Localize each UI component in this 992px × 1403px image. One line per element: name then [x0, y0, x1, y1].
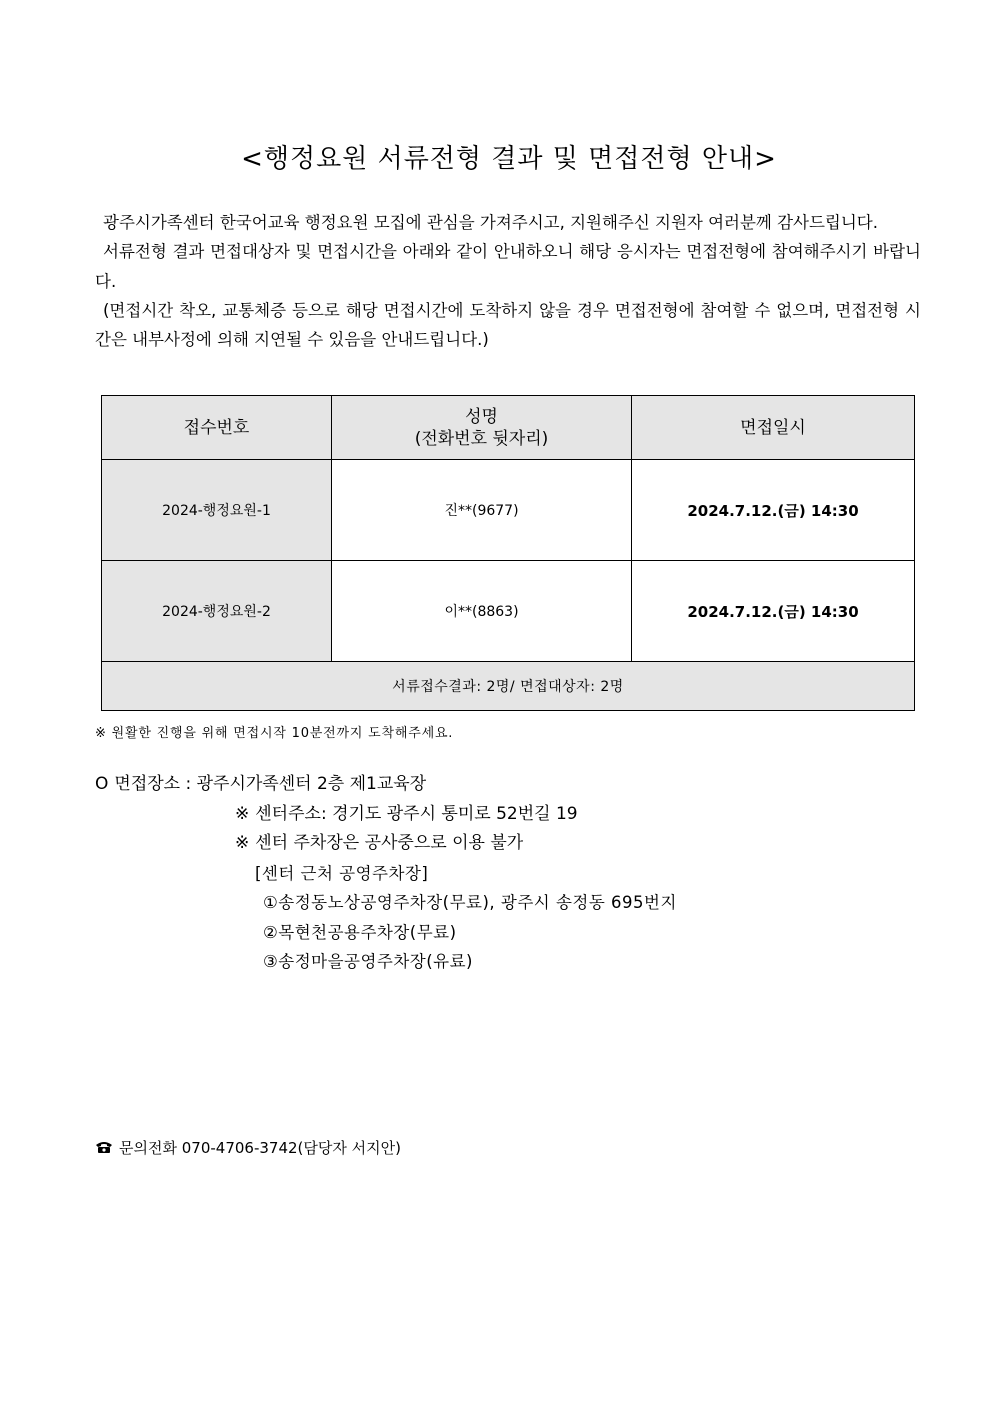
arrival-note: ※ 원활한 진행을 위해 면접시작 10분전까지 도착해주세요.	[95, 726, 454, 741]
header-name-line1: 성명	[465, 406, 498, 427]
header-datetime: 면접일시	[632, 396, 915, 460]
header-name-line2: (전화번호 뒷자리)	[414, 428, 549, 449]
cell-datetime: 2024.7.12.(금) 14:30	[632, 460, 915, 561]
venue-label: 면접장소 : 광주시가족센터 2층 제1교육장	[114, 774, 427, 794]
summary-cell: 서류접수결과: 2명/ 면접대상자: 2명	[102, 662, 915, 711]
parking-lot-item: ②목현천공용주차장(무료)	[263, 922, 457, 942]
cell-name: 진**(9677)	[332, 460, 632, 561]
table-row	[102, 561, 915, 662]
phone-icon	[95, 1139, 113, 1157]
cell-receipt-no: 2024-행정요원-2	[102, 561, 332, 662]
reference-mark-icon: ※	[235, 803, 250, 824]
venue-section	[95, 770, 677, 977]
parking-lot-item: ①송정동노상공영주차장(무료), 광주시 송정동 695번지	[263, 893, 677, 912]
cell-receipt-no: 2024-행정요원-1	[102, 460, 332, 561]
parking-lot-item: ③송정마을공영주차장(유료)	[263, 952, 473, 971]
venue-label-row	[95, 770, 677, 800]
result-table	[101, 395, 915, 711]
header-receipt-no: 접수번호	[102, 396, 332, 460]
parking-notice: 센터 주차장은 공사중으로 이용 불가	[255, 833, 524, 853]
intro-paragraph-1: 광주시가족센터 한국어교육 행정요원 모집에 관심을 가져주시고, 지원해주신 지원자 여러분께 감사드립니다.	[103, 213, 878, 232]
table-summary-row	[102, 662, 915, 711]
center-address: 센터주소: 경기도 광주시 통미로 52번길 19	[255, 803, 578, 824]
contact-text: 문의전화 070-4706-3742(담당자 서지안)	[119, 1139, 401, 1157]
header-name	[332, 396, 632, 460]
cell-datetime: 2024.7.12.(금) 14:30	[632, 561, 915, 662]
contact-line	[95, 1137, 401, 1158]
reference-mark-icon: ※	[235, 833, 250, 853]
cell-name: 이**(8863)	[332, 561, 632, 662]
table-row	[102, 460, 915, 561]
intro-paragraph-2: 서류전형 결과 면접대상자 및 면접시간을 아래와 같이 안내하오니 해당 응시자는 면접전형에 참여해주시기 바랍니다.	[95, 242, 921, 291]
table-header-row	[102, 396, 915, 460]
address-row	[95, 800, 677, 830]
page-title: <행정요원 서류전형 결과 및 면접전형 안내>	[241, 144, 777, 174]
intro-paragraph-3: (면접시간 착오, 교통체증 등으로 해당 면접시간에 도착하지 않을 경우 면접전형에 참여할 수 없으며, 면접전형 시간은 내부사정에 의해 지연될 수 있음을 안내드립니다.)	[95, 300, 921, 350]
circle-bullet-icon: O	[95, 774, 109, 794]
intro-section	[95, 208, 921, 354]
parking-row	[95, 829, 677, 859]
nearby-parking-title: [센터 근처 공영주차장]	[255, 863, 429, 883]
